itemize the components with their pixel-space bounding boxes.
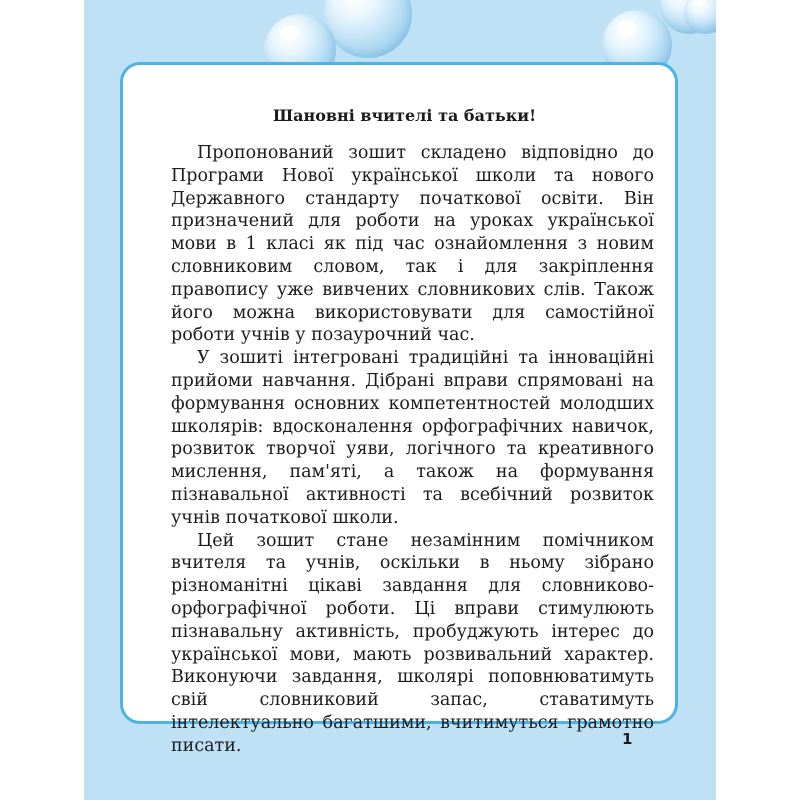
paragraph-3: Цей зошит стане незамінним помічником вчителя та учнів, оскільки в ньому зібрано різноманітні цікаві завдання для словниково-орфографічної роботи. Ці вправи стимулюють пізнавальну активність, пробуджують інтерес до української мови, мають розвивальний характер. Виконуючи завдання, школярі поповнюватимуть свій словниковий запас, ставатимуть інтелектуально багатшими, вчитимуться грамотно писати.	[171, 530, 654, 756]
paragraph-2: У зошиті інтегровані традиційні та інноваційні прийоми навчання. Дібрані вправи спрямовані на формування основних компетентностей молодших школярів: вдосконалення орфографічних навичок, розвиток творчої уяви, логічного та креативного мислення, пам'яті, а також на формування пізнавальної активності та всебічний розвиток учнів початкової школи.	[171, 348, 654, 528]
page-heading: Шановні вчителі та батьки!	[272, 106, 537, 125]
page-number: 1	[622, 730, 633, 748]
book-page	[84, 0, 716, 800]
text-card	[120, 62, 678, 756]
paragraph-1: Пропонований зошит складено відповідно до Програми Нової української школи та нового Державного стандарту початкової освіти. Він призначений для роботи на уроках української мови в 1 класі як під час ознайомлення з новим словниковим словом, так і для закріплення правопису уже вивчених словникових слів. Також його можна використовувати для самостійної роботи учнів у позаурочний час.	[171, 143, 654, 346]
decorative-bubble	[324, 0, 412, 58]
